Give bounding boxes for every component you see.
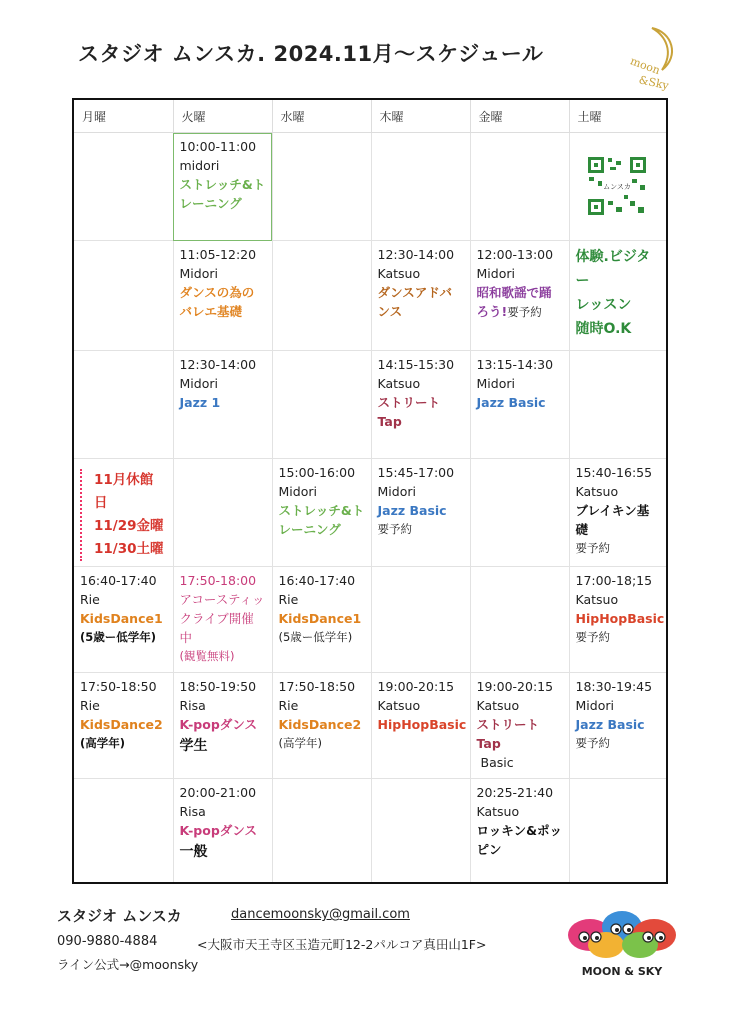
- level-note: Basic: [480, 755, 514, 770]
- empty-cell: [74, 351, 173, 459]
- class-name: HipHopBasic: [575, 611, 665, 626]
- event-time: 17:50-18:00: [179, 573, 257, 588]
- class-cell: [371, 673, 470, 779]
- class-time: 12:30-14:00: [377, 247, 455, 262]
- class-name: ダンスの為のバレエ基礎: [179, 285, 255, 319]
- class-cell: [569, 567, 666, 673]
- age-note: (5歳ー低学年): [278, 630, 353, 644]
- class-time: 14:15-15:30: [377, 357, 455, 372]
- class-teacher: Midori: [476, 266, 515, 281]
- class-teacher: midori: [179, 158, 220, 173]
- empty-cell: [569, 351, 666, 459]
- empty-cell: [272, 241, 371, 351]
- class-time: 18:50-19:50: [179, 679, 257, 694]
- class-cell: [371, 459, 470, 567]
- class-name: ブレイキン基礎: [575, 503, 650, 537]
- class-name: KidsDance1: [278, 611, 362, 626]
- audience-note: 一般: [179, 844, 208, 860]
- class-teacher: Katsuo: [476, 804, 520, 819]
- visitor-info-line: 体験.ビジター: [575, 249, 651, 289]
- class-name: KidsDance1: [80, 611, 163, 626]
- table-row: [74, 673, 666, 779]
- class-name: Jazz Basic: [575, 717, 645, 732]
- studio-name: スタジオ ムンスカ: [57, 907, 182, 925]
- class-teacher: Midori: [179, 376, 218, 391]
- class-time: 16:40-17:40: [80, 573, 157, 588]
- empty-cell: [173, 459, 272, 567]
- class-cell: [371, 241, 470, 351]
- empty-cell: [371, 779, 470, 883]
- reservation-note: 要予約: [507, 305, 542, 319]
- class-teacher: Midori: [377, 484, 416, 499]
- class-cell: [470, 351, 569, 459]
- class-teacher: Katsuo: [476, 698, 520, 713]
- class-cell: [173, 241, 272, 351]
- reservation-note: 要予約: [575, 630, 610, 644]
- class-teacher: Rie: [278, 592, 299, 607]
- class-teacher: Midori: [575, 698, 614, 713]
- class-name: ストレッチ&トレーニング: [278, 503, 365, 537]
- class-time: 15:45-17:00: [377, 465, 455, 480]
- class-cell: [470, 779, 569, 883]
- table-row: [74, 459, 666, 567]
- empty-cell: [272, 351, 371, 459]
- svg-text:moon: moon: [628, 54, 662, 78]
- event-line: アコースティッ: [179, 592, 265, 607]
- empty-cell: [470, 133, 569, 241]
- svg-text:&Sky: &Sky: [637, 73, 670, 93]
- reservation-note: 要予約: [575, 736, 610, 750]
- age-note: (5歳ー低学年): [80, 630, 157, 644]
- empty-cell: [371, 567, 470, 673]
- reservation-note: 要予約: [377, 522, 412, 536]
- table-row: [74, 133, 666, 241]
- class-time: 15:40-16:55: [575, 465, 653, 480]
- class-teacher: Katsuo: [377, 698, 421, 713]
- page-title: スタジオ ムンスカ. 2024.11月〜スケジュール: [78, 42, 544, 66]
- class-name: ストレッチ&トレーニング: [179, 177, 266, 211]
- class-name: Jazz Basic: [476, 395, 546, 410]
- qr-cell: [569, 133, 666, 241]
- table-row: [74, 241, 666, 351]
- address: <大阪市天王寺区玉造元町12-2パルコア真田山1F>: [197, 937, 487, 952]
- empty-cell: [272, 779, 371, 883]
- class-name: K-popダンス: [179, 717, 258, 732]
- table-header-row: [74, 100, 666, 133]
- class-name: ダンスアドバンス: [377, 285, 453, 319]
- class-teacher: Rie: [80, 698, 100, 713]
- age-note: (高学年): [80, 736, 126, 750]
- day-header: 月曜: [74, 100, 173, 133]
- moon-logo-icon: [622, 22, 692, 94]
- class-teacher: Midori: [278, 484, 317, 499]
- class-name: HipHopBasic: [377, 717, 467, 732]
- empty-cell: [74, 241, 173, 351]
- day-header: 水曜: [272, 100, 371, 133]
- class-name: ストリートTap: [377, 395, 441, 429]
- table-row: [74, 351, 666, 459]
- empty-cell: [470, 459, 569, 567]
- footer: [57, 905, 537, 973]
- day-header: 木曜: [371, 100, 470, 133]
- class-cell: [272, 459, 371, 567]
- visitor-info-line: レッスン: [575, 297, 632, 313]
- empty-cell: [371, 133, 470, 241]
- class-time: 19:00-20:15: [377, 679, 455, 694]
- day-header: 火曜: [173, 100, 272, 133]
- class-time: 13:15-14:30: [476, 357, 554, 372]
- qr-code-icon[interactable]: [586, 155, 648, 217]
- class-teacher: Katsuo: [575, 484, 619, 499]
- class-time: 16:40-17:40: [278, 573, 356, 588]
- class-teacher: Katsuo: [377, 376, 421, 391]
- phone-number: 090-9880-4884: [57, 934, 158, 949]
- class-time: 19:00-20:15: [476, 679, 554, 694]
- moon-and-sky-mascot-logo-icon: [560, 905, 685, 985]
- class-cell: [470, 673, 569, 779]
- class-cell: [371, 351, 470, 459]
- closure-notice: [80, 469, 167, 561]
- class-name: ストリートTap: [476, 717, 540, 751]
- class-name: KidsDance2: [80, 717, 163, 732]
- class-teacher: Katsuo: [575, 592, 619, 607]
- class-time: 10:00-11:00: [179, 139, 257, 154]
- class-cell: [470, 241, 569, 351]
- class-teacher: Rie: [80, 592, 100, 607]
- class-name: KidsDance2: [278, 717, 362, 732]
- class-cell: [272, 567, 371, 673]
- class-cell: [173, 133, 272, 241]
- age-note: (高学年): [278, 736, 322, 750]
- class-cell: [173, 673, 272, 779]
- closure-cell: [74, 459, 173, 567]
- reservation-note: 要予約: [575, 541, 610, 555]
- class-cell: [173, 351, 272, 459]
- closure-title: 11月休館日: [94, 472, 154, 511]
- empty-cell: [74, 779, 173, 883]
- class-teacher: Midori: [476, 376, 515, 391]
- mascot-logo-text: MOON & SKY: [581, 965, 663, 978]
- email-link[interactable]: dancemoonsky@gmail.com: [231, 907, 410, 922]
- class-name: Jazz 1: [179, 395, 221, 410]
- audience-note: 学生: [179, 738, 208, 754]
- closure-date: 11/30土曜: [94, 541, 164, 557]
- class-time: 12:30-14:00: [179, 357, 257, 372]
- empty-cell: [272, 133, 371, 241]
- class-time: 18:30-19:45: [575, 679, 653, 694]
- class-teacher: Rie: [278, 698, 299, 713]
- class-time: 17:50-18:50: [278, 679, 356, 694]
- class-time: 20:25-21:40: [476, 785, 554, 800]
- event-line: クライブ開催中: [179, 611, 254, 645]
- empty-cell: [470, 567, 569, 673]
- class-teacher: Risa: [179, 698, 206, 713]
- info-cell: [569, 241, 666, 351]
- class-time: 15:00-16:00: [278, 465, 356, 480]
- table-row: [74, 567, 666, 673]
- class-cell: [569, 673, 666, 779]
- qr-label: ムンスカ: [602, 183, 631, 191]
- class-time: 17:00-18;15: [575, 573, 653, 588]
- class-teacher: Risa: [179, 804, 206, 819]
- day-header: 土曜: [569, 100, 666, 133]
- class-cell: [272, 673, 371, 779]
- class-name: K-popダンス: [179, 823, 258, 838]
- empty-cell: [569, 779, 666, 883]
- class-name: 昭和歌謡で踊ろう!: [476, 285, 552, 319]
- closure-date: 11/29金曜: [94, 518, 164, 534]
- event-note: (観覧無料): [179, 649, 235, 663]
- class-time: 20:00-21:00: [179, 785, 257, 800]
- class-name: Jazz Basic: [377, 503, 447, 518]
- table-row: [74, 779, 666, 883]
- line-account: ライン公式→@moonsky: [57, 957, 199, 972]
- class-cell: [74, 567, 173, 673]
- event-cell: [173, 567, 272, 673]
- visitor-info-line: 随時O.K: [575, 321, 632, 337]
- class-cell: [173, 779, 272, 883]
- class-cell: [569, 459, 666, 567]
- class-time: 11:05-12:20: [179, 247, 257, 262]
- schedule-table: [72, 98, 668, 884]
- class-time: 12:00-13:00: [476, 247, 554, 262]
- class-cell: [74, 673, 173, 779]
- class-name: ロッキン&ポッピン: [476, 823, 563, 857]
- class-teacher: Midori: [179, 266, 218, 281]
- empty-cell: [74, 133, 173, 241]
- day-header: 金曜: [470, 100, 569, 133]
- class-teacher: Katsuo: [377, 266, 421, 281]
- class-time: 17:50-18:50: [80, 679, 157, 694]
